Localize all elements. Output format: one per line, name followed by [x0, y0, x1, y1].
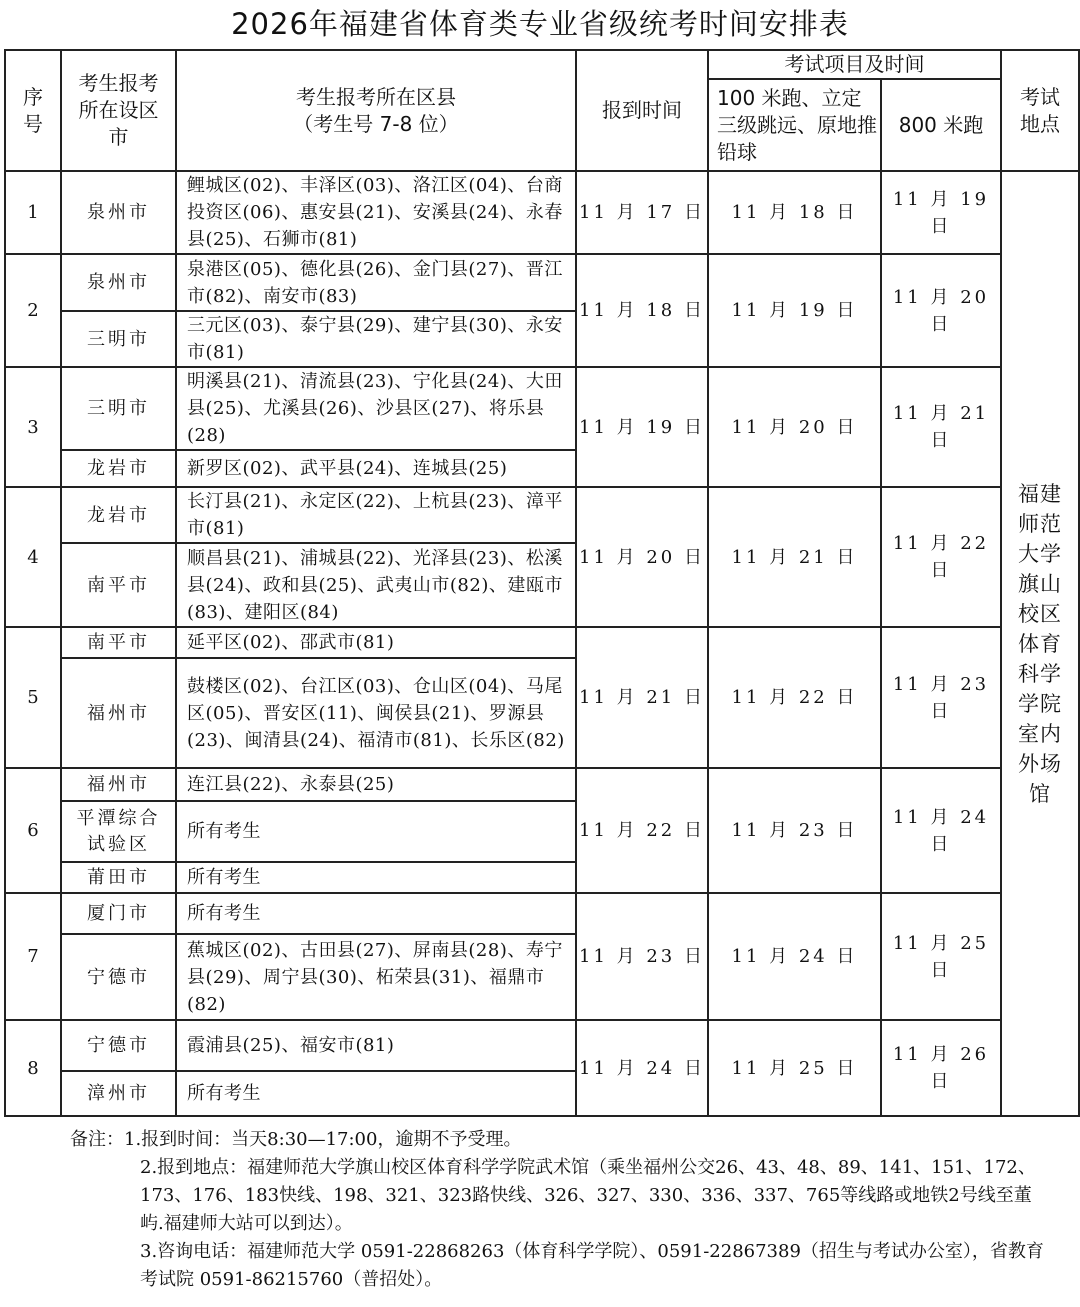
- areas-cell: 顺昌县(21)、浦城县(22)、光泽县(23)、松溪县(24)、政和县(25)、武夷山市(82)、建瓯市(83)、建阳区(84): [176, 543, 576, 627]
- item2-cell: 11 月 22 日: [881, 487, 1001, 627]
- header-location: 考试地点: [1001, 50, 1079, 171]
- location-cell: [1001, 171, 1079, 1116]
- header-items-group: 考试项目及时间: [708, 50, 1001, 79]
- city-cell: 福州市: [61, 768, 176, 801]
- table-row: [5, 254, 1079, 311]
- header-areas-line2: （考生号 7-8 位）: [293, 111, 459, 136]
- city-cell: 南平市: [61, 627, 176, 658]
- city-cell: 莆田市: [61, 862, 176, 893]
- checkin-cell: 11 月 24 日: [576, 1020, 708, 1116]
- table-row: [5, 487, 1079, 543]
- areas-cell: 延平区(02)、邵武市(81): [176, 627, 576, 658]
- item2-cell: 11 月 25 日: [881, 893, 1001, 1020]
- note-1: 备注：1.报到时间：当天8:30—17:00，逾期不予受理。: [70, 1129, 522, 1150]
- city-cell: 龙岩市: [61, 450, 176, 487]
- city-cell: 三明市: [61, 367, 176, 450]
- seq-cell: 7: [5, 893, 61, 1020]
- header-seq: 序号: [5, 50, 61, 171]
- areas-cell: 所有考生: [176, 862, 576, 893]
- location-text: 福建师范大学旗山校区体育科学学院室内外场馆: [1018, 481, 1062, 806]
- city-cell: 龙岩市: [61, 487, 176, 543]
- city-cell: 泉州市: [61, 254, 176, 311]
- checkin-cell: 11 月 19 日: [576, 367, 708, 487]
- seq-cell: 2: [5, 254, 61, 367]
- city-cell: 宁德市: [61, 934, 176, 1020]
- item1-cell: 11 月 24 日: [708, 893, 881, 1020]
- header-item1: 100 米跑、立定三级跳远、原地推铅球: [708, 79, 881, 171]
- seq-cell: 8: [5, 1020, 61, 1116]
- header-areas-line1: 考生报考所在区县: [296, 84, 456, 109]
- areas-cell: 长汀县(21)、永定区(22)、上杭县(23)、漳平市(81): [176, 487, 576, 543]
- city-cell: 福州市: [61, 658, 176, 768]
- header-city: 考生报考所在设区市: [61, 50, 176, 171]
- item1-cell: 11 月 19 日: [708, 254, 881, 367]
- areas-cell: 连江县(22)、永泰县(25): [176, 768, 576, 801]
- item1-cell: 11 月 21 日: [708, 487, 881, 627]
- item2-cell: 11 月 20 日: [881, 254, 1001, 367]
- city-cell: 漳州市: [61, 1071, 176, 1116]
- city-cell: 南平市: [61, 543, 176, 627]
- item1-cell: 11 月 22 日: [708, 627, 881, 768]
- table-row: [5, 367, 1079, 450]
- item2-cell: 11 月 24 日: [881, 768, 1001, 893]
- checkin-cell: 11 月 21 日: [576, 627, 708, 768]
- areas-cell: 明溪县(21)、清流县(23)、宁化县(24)、大田县(25)、尤溪县(26)、沙县区(27)、将乐县(28): [176, 367, 576, 450]
- checkin-cell: 11 月 22 日: [576, 768, 708, 893]
- table-row: [5, 627, 1079, 658]
- areas-cell: 新罗区(02)、武平县(24)、连城县(25): [176, 450, 576, 487]
- areas-cell: 所有考生: [176, 801, 576, 862]
- areas-cell: 霞浦县(25)、福安市(81): [176, 1020, 576, 1071]
- item2-cell: 11 月 19 日: [881, 171, 1001, 254]
- item2-cell: 11 月 23 日: [881, 627, 1001, 768]
- notes: [70, 1126, 1055, 1294]
- table-row: [5, 768, 1079, 801]
- table-row: [5, 1020, 1079, 1071]
- header-areas: [176, 50, 576, 171]
- note-2: 2.报到地点：福建师范大学旗山校区体育科学学院武术馆（乘坐福州公交26、43、48、89、141、151、172、173、176、183快线、198、321、323路快线、326、327、330、336、337、765等线路或地铁2号线至董屿.福建师大站可以到达）。: [140, 1157, 1036, 1234]
- areas-cell: 泉港区(05)、德化县(26)、金门县(27)、晋江市(82)、南安市(83): [176, 254, 576, 311]
- seq-cell: 1: [5, 171, 61, 254]
- checkin-cell: 11 月 20 日: [576, 487, 708, 627]
- checkin-cell: 11 月 23 日: [576, 893, 708, 1020]
- checkin-cell: 11 月 17 日: [576, 171, 708, 254]
- areas-cell: 所有考生: [176, 893, 576, 934]
- seq-cell: 3: [5, 367, 61, 487]
- areas-cell: 鲤城区(02)、丰泽区(03)、洛江区(04)、台商投资区(06)、惠安县(21)、安溪县(24)、永春县(25)、石狮市(81): [176, 171, 576, 254]
- city-cell: 平潭综合试验区: [61, 801, 176, 862]
- item2-cell: 11 月 21 日: [881, 367, 1001, 487]
- table-row: [5, 893, 1079, 934]
- areas-cell: 三元区(03)、泰宁县(29)、建宁县(30)、永安市(81): [176, 311, 576, 367]
- item2-cell: 11 月 26 日: [881, 1020, 1001, 1116]
- seq-cell: 6: [5, 768, 61, 893]
- header-checkin: 报到时间: [576, 50, 708, 171]
- item1-cell: 11 月 25 日: [708, 1020, 881, 1116]
- item1-cell: 11 月 18 日: [708, 171, 881, 254]
- item1-cell: 11 月 23 日: [708, 768, 881, 893]
- header-item2: 800 米跑: [881, 79, 1001, 171]
- item1-cell: 11 月 20 日: [708, 367, 881, 487]
- city-cell: 厦门市: [61, 893, 176, 934]
- city-cell: 泉州市: [61, 171, 176, 254]
- seq-cell: 5: [5, 627, 61, 768]
- city-cell: 三明市: [61, 311, 176, 367]
- page-title: 2026年福建省体育类专业省级统考时间安排表: [231, 7, 849, 41]
- city-cell: 宁德市: [61, 1020, 176, 1071]
- note-3: 3.咨询电话：福建师范大学 0591-22868263（体育科学学院）、0591-22867389（招生与考试办公室），省教育考试院 0591-86215760（普招处）。: [140, 1241, 1044, 1290]
- seq-cell: 4: [5, 487, 61, 627]
- areas-cell: 所有考生: [176, 1071, 576, 1116]
- areas-cell: 蕉城区(02)、古田县(27)、屏南县(28)、寿宁县(29)、周宁县(30)、柘荣县(31)、福鼎市(82): [176, 934, 576, 1020]
- checkin-cell: 11 月 18 日: [576, 254, 708, 367]
- table-row: [5, 171, 1079, 254]
- schedule-table: [4, 49, 1080, 1117]
- areas-cell: 鼓楼区(02)、台江区(03)、仓山区(04)、马尾区(05)、晋安区(11)、闽侯县(21)、罗源县(23)、闽清县(24)、福清市(81)、长乐区(82): [176, 658, 576, 768]
